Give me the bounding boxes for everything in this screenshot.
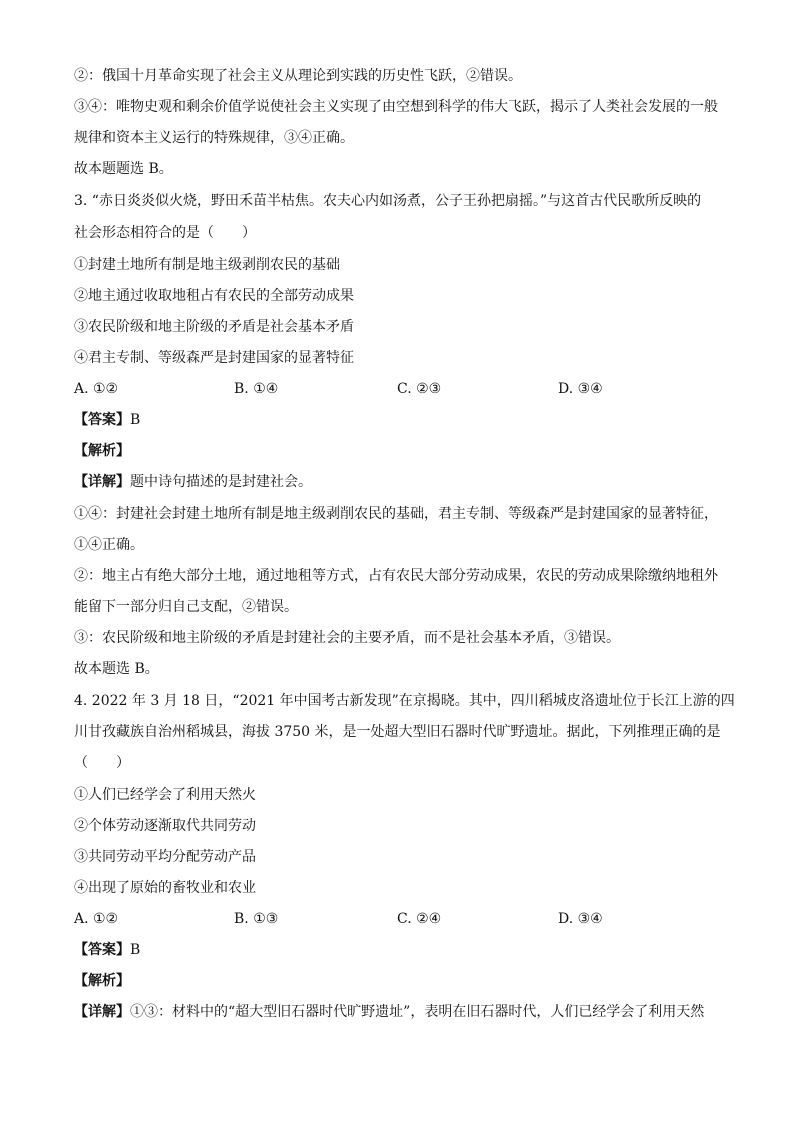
q3-conclusion: 故本题选 B。 bbox=[74, 661, 159, 677]
q3-explanation-line: ②：地主占有绝大部分土地，通过地租等方式，占有农民大部分劳动成果，农民的劳动成果除缴纳地租外 bbox=[74, 568, 718, 584]
analysis-tag: 【解析】 bbox=[74, 443, 130, 459]
q4-option-d: D. ③④ bbox=[558, 911, 603, 927]
answer-tag: 【答案】 bbox=[74, 942, 130, 958]
q4-detail bbox=[74, 1002, 704, 1022]
q4-stem: 4. 2022 年 3 月 18 日，“2021 年中国考古新发现”在京揭晓。其中，四川稻城皮洛遗址位于长江上游的四 bbox=[74, 693, 735, 709]
q3-detail bbox=[74, 472, 312, 492]
q4-answer bbox=[74, 940, 140, 960]
q3-explanation-line: ①④正确。 bbox=[74, 537, 144, 553]
q3-explanation-line: ①④：封建社会封建土地所有制是地主级剥削农民的基础，君主专制、等级森严是封建国家的显著特征， bbox=[74, 506, 718, 522]
q4-option-b: B. ①③ bbox=[234, 911, 279, 927]
q3-item: ③农民阶级和地主阶级的矛盾是社会基本矛盾 bbox=[74, 319, 354, 335]
prev-conclusion: 故本题题选 B。 bbox=[74, 161, 173, 177]
q4-stem: 川甘孜藏族自治州稻城县，海拔 3750 米，是一处超大型旧石器时代旷野遗址。据此，下列推理正确的是 bbox=[74, 724, 721, 740]
q4-item: ③共同劳动平均分配劳动产品 bbox=[74, 849, 256, 865]
detail-text: ①③：材料中的“超大型旧石器时代旷野遗址”，表明在旧石器时代，人们已经学会了利用天然 bbox=[130, 1004, 705, 1020]
q3-item: ④君主专制、等级森严是封建国家的显著特征 bbox=[74, 350, 354, 366]
analysis-tag: 【解析】 bbox=[74, 973, 130, 989]
prev-explanation-line: ②：俄国十月革命实现了社会主义从理论到实践的历史性飞跃，②错误。 bbox=[74, 68, 522, 84]
q4-item: ④出现了原始的畜牧业和农业 bbox=[74, 880, 256, 896]
q4-option-c: C. ②④ bbox=[397, 911, 442, 927]
answer-value: B bbox=[130, 942, 141, 958]
prev-explanation-line: ③④：唯物史观和剩余价值学说使社会主义实现了由空想到科学的伟大飞跃，揭示了人类社会发展的一般 bbox=[74, 99, 718, 115]
q3-item: ②地主通过收取地租占有农民的全部劳动成果 bbox=[74, 288, 354, 304]
q3-option-c: C. ②③ bbox=[397, 381, 442, 397]
detail-tag: 【详解】 bbox=[74, 474, 130, 490]
detail-tag: 【详解】 bbox=[74, 1004, 130, 1020]
q4-option-a: A. ①② bbox=[74, 911, 119, 927]
q4-item: ①人们已经学会了利用天然火 bbox=[74, 787, 256, 803]
q3-item: ①封建土地所有制是地主级剥削农民的基础 bbox=[74, 257, 340, 273]
q4-options bbox=[74, 909, 714, 929]
answer-value: B bbox=[130, 412, 141, 428]
q4-item: ②个体劳动逐渐取代共同劳动 bbox=[74, 818, 256, 834]
prev-explanation-line: 规律和资本主义运行的特殊规律，③④正确。 bbox=[74, 130, 354, 146]
answer-tag: 【答案】 bbox=[74, 412, 130, 428]
q3-option-d: D. ③④ bbox=[558, 381, 603, 397]
q3-answer bbox=[74, 410, 140, 430]
q3-stem: 社会形态相符合的是（ ） bbox=[74, 225, 256, 241]
q3-explanation-line: ③：农民阶级和地主阶级的矛盾是封建社会的主要矛盾，而不是社会基本矛盾，③错误。 bbox=[74, 630, 620, 646]
q3-stem: 3. “赤日炎炎似火烧，野田禾苗半枯焦。农夫心内如汤煮，公子王孙把扇摇。”与这首古代民歌所反映的 bbox=[74, 193, 702, 209]
q3-explanation-line: 能留下一部分归自己支配，②错误。 bbox=[74, 599, 298, 615]
q4-analysis-tag bbox=[74, 971, 130, 991]
q4-stem: （ ） bbox=[74, 755, 130, 771]
q3-option-a: A. ①② bbox=[74, 381, 119, 397]
detail-text: 题中诗句描述的是封建社会。 bbox=[130, 474, 312, 490]
q3-analysis-tag bbox=[74, 441, 130, 461]
q3-options bbox=[74, 379, 714, 399]
q3-option-b: B. ①④ bbox=[234, 381, 279, 397]
